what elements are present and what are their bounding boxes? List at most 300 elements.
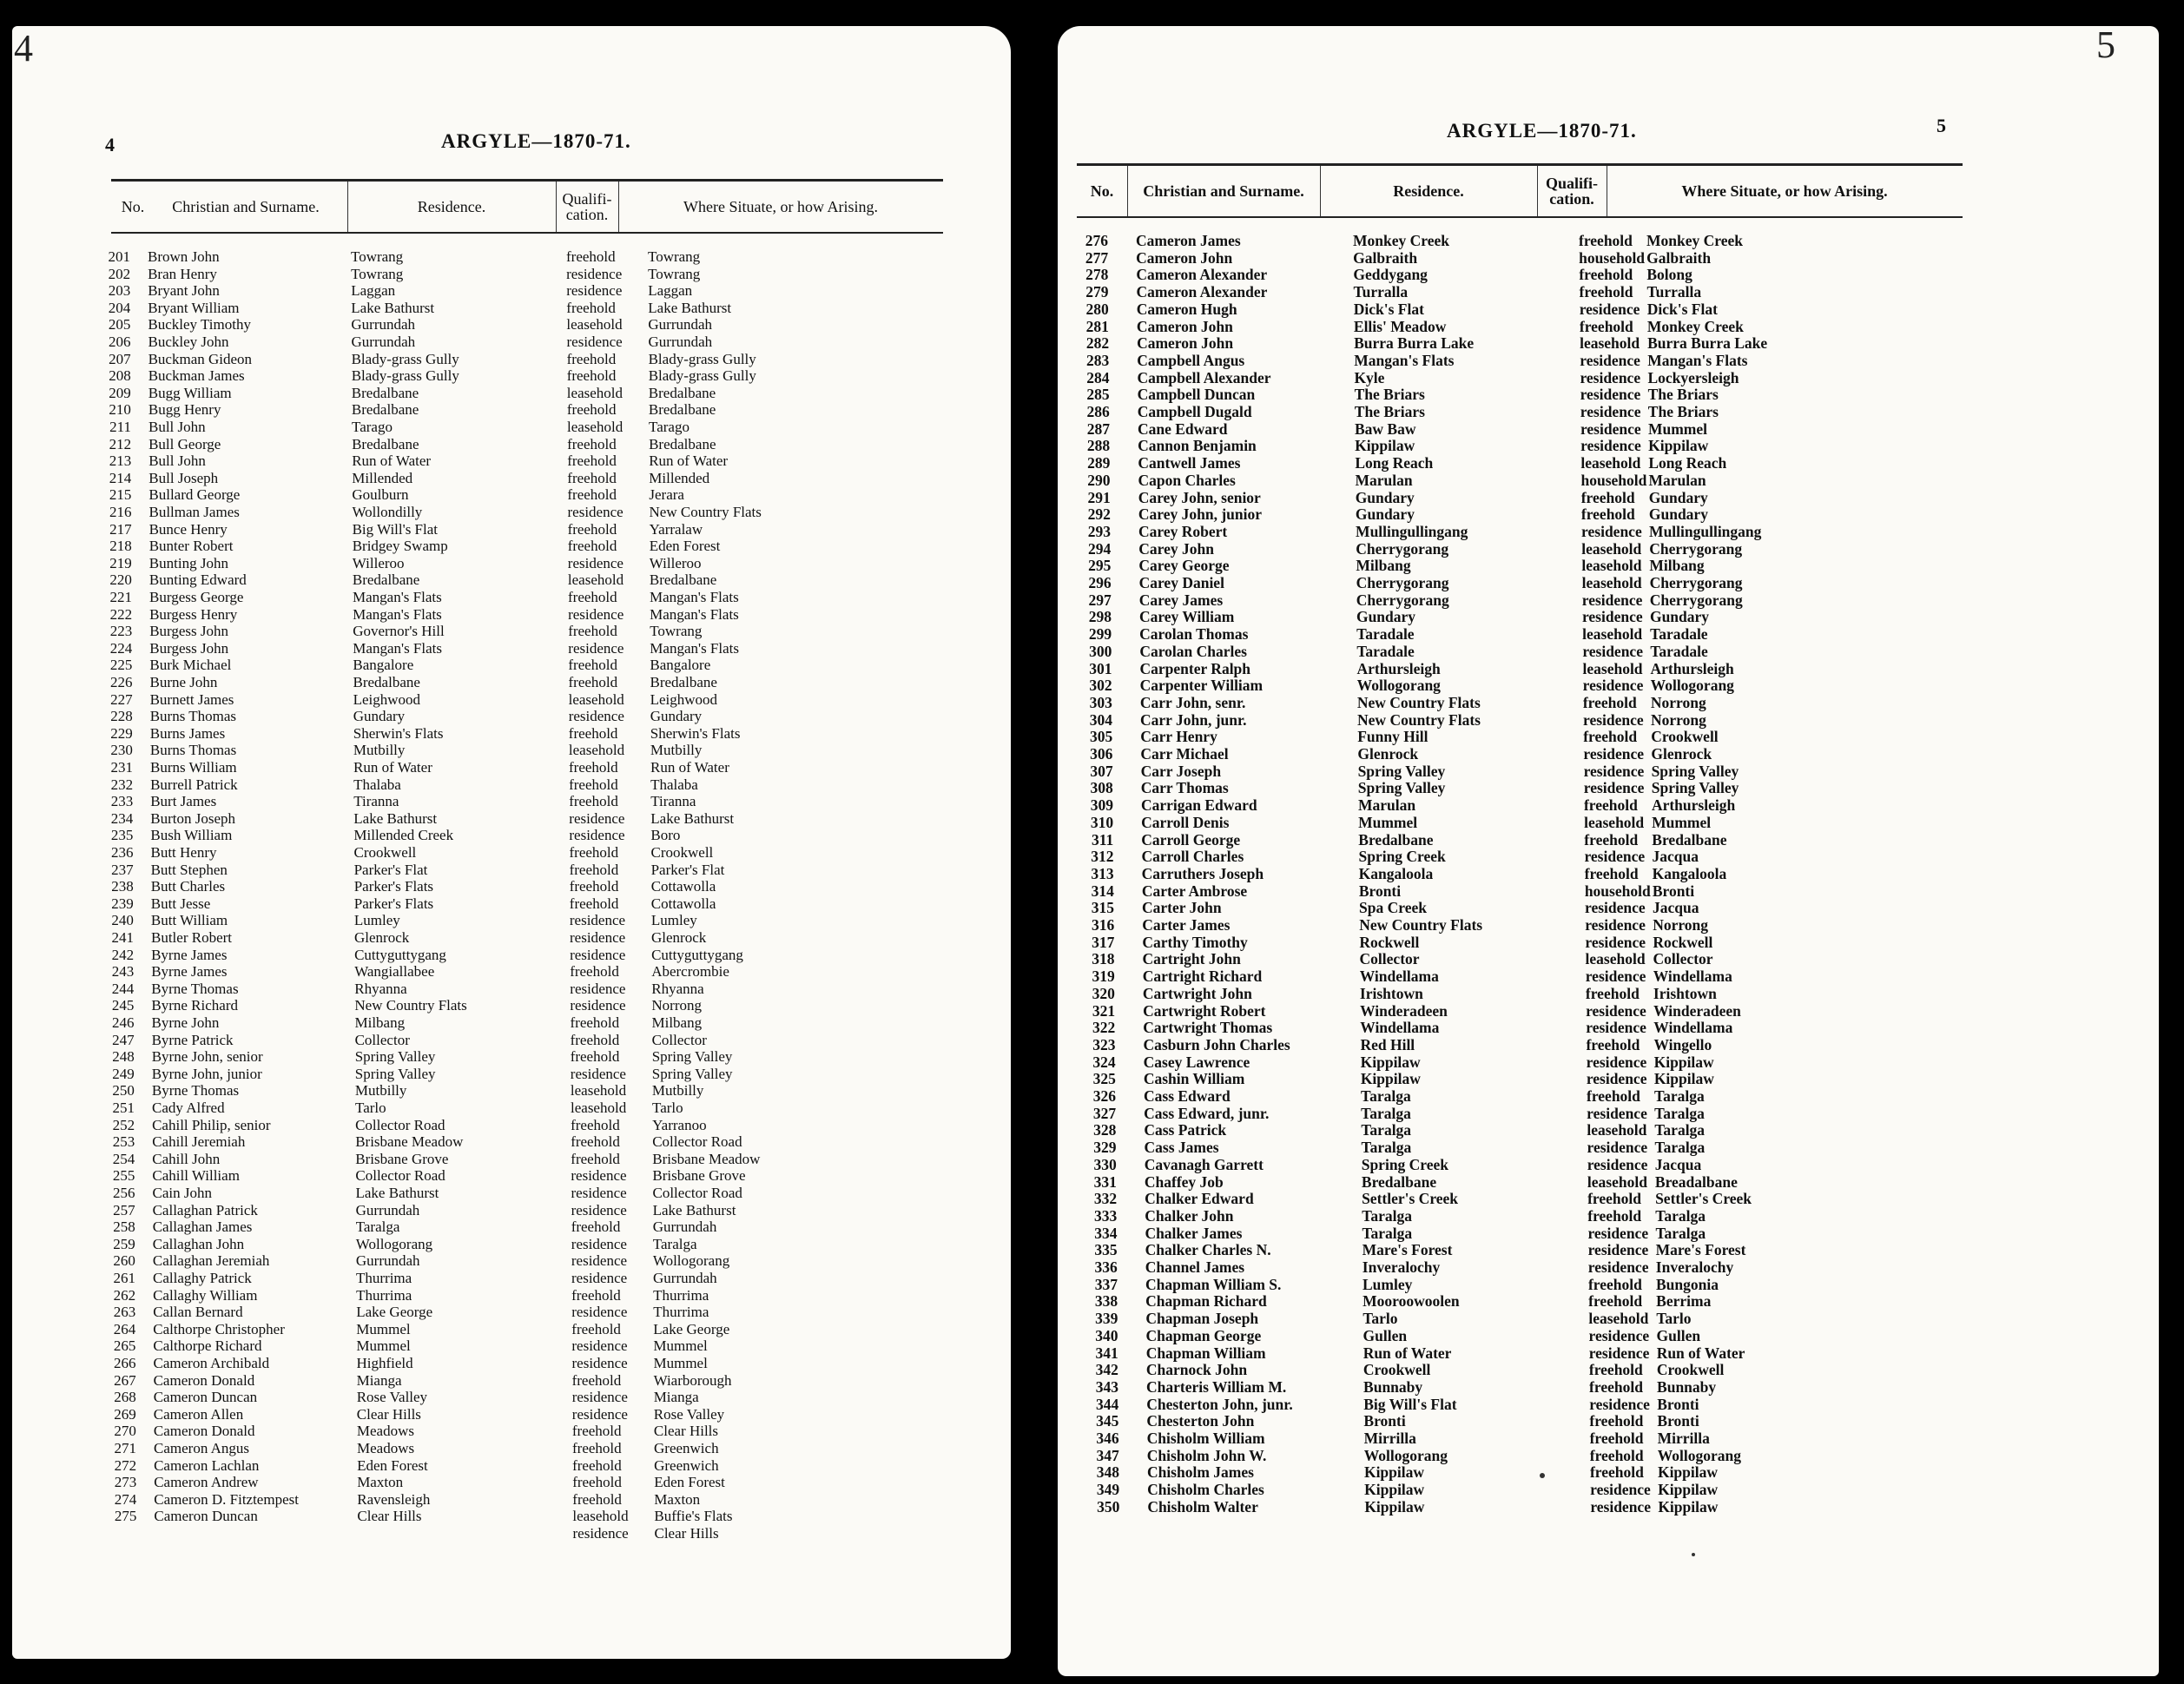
qualification: household	[1580, 471, 1647, 489]
qualification: residence	[1589, 1395, 1650, 1413]
row-number: 346	[1096, 1430, 1119, 1447]
table-row	[19, 1525, 887, 1542]
residence: Blady-grass Gully	[351, 367, 459, 385]
table-row	[1061, 609, 1930, 625]
row-number: 260	[113, 1252, 135, 1270]
qualification: freehold	[571, 1371, 622, 1389]
row-number: 336	[1094, 1258, 1118, 1276]
table-row	[16, 1133, 885, 1150]
table-row	[1066, 1191, 1935, 1207]
where-situate: Spring Valley	[1651, 762, 1739, 780]
table-row	[13, 436, 881, 452]
row-number: 339	[1095, 1310, 1118, 1328]
voter-name: Byrne Thomas	[151, 980, 239, 997]
voter-name: Bryant John	[148, 282, 220, 300]
table-row	[12, 282, 881, 299]
row-number: 250	[112, 1082, 135, 1100]
qualification: freehold	[571, 1116, 620, 1133]
row-number: 242	[111, 946, 135, 963]
voter-name: Cass Edward	[1144, 1087, 1231, 1105]
where-situate: Settler's Creek	[1655, 1190, 1752, 1208]
where-situate: Kippilaw	[1653, 1070, 1714, 1088]
where-situate: Cherrygorang	[1649, 539, 1743, 558]
voter-name: Carroll Denis	[1141, 813, 1230, 831]
residence: Big Will's Flat	[352, 520, 439, 538]
residence: Gundary	[1355, 505, 1415, 524]
voter-name: Burgess John	[149, 639, 229, 657]
table-row	[1062, 746, 1930, 763]
residence: Bredalbane	[1361, 1172, 1437, 1191]
where-situate: Gurrundah	[648, 333, 713, 350]
row-number: 338	[1094, 1292, 1118, 1311]
residence: Brisbane Grove	[355, 1150, 449, 1167]
where-situate: Taralga	[1654, 1104, 1705, 1122]
table-row	[18, 1423, 887, 1439]
where-situate: Crookwell	[650, 844, 714, 861]
qualification: freehold	[567, 486, 617, 504]
row-number: 252	[112, 1116, 135, 1133]
where-situate: The Briars	[1647, 403, 1719, 420]
qualification: residence	[569, 912, 626, 929]
header-residence: Residence.	[417, 198, 486, 215]
residence: Spring Valley	[354, 1048, 436, 1066]
qualification: freehold	[571, 1133, 620, 1151]
qualification: residence	[1586, 1053, 1647, 1071]
page-number: 5	[1937, 115, 1946, 136]
residence: Clear Hills	[356, 1405, 421, 1423]
where-situate: Arthursleigh	[1650, 659, 1734, 677]
voter-name: Cameron D. Fitztempest	[154, 1490, 299, 1508]
voter-name: Carroll George	[1141, 830, 1241, 849]
residence: Lumley	[353, 912, 400, 929]
row-number: 228	[110, 708, 133, 725]
table-row	[18, 1457, 887, 1474]
residence: Mutbilly	[354, 1082, 407, 1100]
residence: Bunnaby	[1363, 1377, 1423, 1396]
qualification: residence	[571, 1235, 627, 1252]
residence: Bredalbane	[1358, 830, 1434, 849]
qualification: residence	[571, 1185, 627, 1201]
table-row	[1066, 1106, 1934, 1122]
where-situate: Abercrombie	[651, 963, 729, 981]
residence: Winderadeen	[1360, 1001, 1448, 1020]
qualification: residence	[1583, 779, 1645, 797]
row-number: 296	[1088, 574, 1112, 591]
where-situate: Parker's Flat	[650, 861, 725, 878]
table-row	[14, 589, 882, 605]
qualification: leasehold	[1587, 1172, 1647, 1191]
where-situate: Taralga	[1655, 1206, 1706, 1225]
where-situate: Brisbane Grove	[652, 1167, 746, 1185]
qualification: freehold	[572, 1456, 622, 1474]
qualification: freehold	[569, 895, 619, 912]
residence: Parker's Flats	[353, 895, 434, 912]
voter-name: Byrne James	[151, 963, 228, 981]
row-number: 310	[1090, 813, 1114, 831]
row-number: 304	[1089, 710, 1113, 729]
residence: Milbang	[354, 1014, 406, 1031]
row-number: 240	[111, 912, 134, 929]
voter-name: Burt James	[150, 793, 217, 810]
table-row	[1058, 250, 1926, 267]
residence: Taralga	[1362, 1224, 1413, 1242]
voter-name: Butt Jesse	[150, 895, 211, 912]
residence: Monkey Creek	[1353, 232, 1449, 249]
where-situate: Gundary	[1648, 488, 1708, 506]
table-row	[17, 1202, 886, 1218]
table-row	[17, 1321, 886, 1337]
residence: Thurrima	[356, 1286, 412, 1304]
voter-name: Cartwright John	[1142, 984, 1252, 1002]
voter-name: Carey Robert	[1138, 522, 1228, 540]
row-number: 241	[111, 929, 134, 946]
table-row	[1066, 1139, 1935, 1156]
qualification: leasehold	[568, 742, 625, 759]
qualification: residence	[570, 946, 626, 963]
where-situate: Glenrock	[1651, 745, 1712, 763]
row-number: 305	[1089, 728, 1113, 746]
qualification: freehold	[1580, 488, 1635, 506]
table-row	[1066, 1157, 1935, 1173]
qualification: residence	[1586, 1019, 1646, 1037]
qualification: residence	[1584, 848, 1646, 866]
table-row	[1059, 301, 1927, 318]
where-situate: Tiranna	[650, 793, 696, 810]
row-number: 243	[111, 963, 135, 981]
where-situate: Jacqua	[1653, 899, 1699, 917]
row-number: 253	[112, 1133, 135, 1151]
qualification: residence	[1580, 351, 1640, 369]
qualification: freehold	[570, 1014, 620, 1031]
row-number: 301	[1089, 659, 1112, 677]
table-row	[1063, 797, 1931, 814]
row-number: 284	[1086, 368, 1110, 386]
where-situate: Spring Valley	[651, 1065, 733, 1082]
table-row	[14, 571, 882, 588]
voter-name: Burk Michael	[149, 657, 232, 674]
qualification: freehold	[569, 759, 618, 776]
voter-name: Campbell Alexander	[1137, 368, 1271, 386]
table-row	[1066, 1174, 1935, 1191]
voter-name: Byrne John, junior	[151, 1065, 262, 1082]
row-number: 335	[1094, 1241, 1118, 1259]
where-situate: Tarago	[649, 419, 690, 435]
header-name: Christian and Surname.	[1143, 182, 1304, 200]
table-row	[1060, 490, 1929, 506]
where-situate: Gundary	[1648, 505, 1708, 524]
where-situate: Jacqua	[1652, 848, 1699, 866]
voter-name: Butt William	[150, 912, 228, 929]
table-row	[13, 367, 881, 384]
table-row	[1059, 335, 1927, 352]
qualification: freehold	[568, 674, 618, 690]
where-situate: Norrong	[651, 997, 702, 1014]
table-row	[18, 1440, 887, 1456]
table-row	[1066, 1225, 1935, 1242]
row-number: 262	[113, 1286, 136, 1304]
where-situate: Gurrundah	[653, 1270, 717, 1286]
voter-name: Calthorpe Christopher	[153, 1320, 285, 1337]
where-situate: Blady-grass Gully	[648, 350, 756, 367]
row-number: 329	[1093, 1139, 1117, 1157]
voter-name: Byrne John, senior	[151, 1048, 263, 1066]
table-row	[16, 1117, 885, 1133]
voter-name: Cameron Andrew	[154, 1474, 259, 1491]
header-qualification: Qualifi-cation.	[562, 190, 612, 223]
where-situate: Mummel	[1652, 813, 1712, 831]
table-row	[1059, 455, 1928, 472]
where-situate: Mare's Forest	[1655, 1241, 1746, 1259]
residence: Collector	[1359, 950, 1420, 968]
table-row	[1065, 1003, 1933, 1020]
residence: Settler's Creek	[1362, 1190, 1459, 1208]
voter-name: Bunting John	[148, 554, 228, 571]
residence: Brisbane Meadow	[355, 1133, 464, 1151]
row-number: 272	[114, 1456, 137, 1474]
where-situate: Kippilaw	[1653, 1053, 1714, 1071]
qualification: residence	[567, 504, 624, 520]
qualification: freehold	[1589, 1446, 1644, 1464]
residence: Run of Water	[1363, 1344, 1452, 1362]
qualification: freehold	[570, 1048, 620, 1066]
voter-name: Carr Thomas	[1140, 779, 1229, 797]
residence: Taralga	[1361, 1139, 1412, 1157]
residence: Mangan's Flats	[353, 589, 442, 605]
row-number: 281	[1085, 317, 1109, 335]
qualification: freehold	[568, 657, 618, 674]
where-situate: Long Reach	[1648, 454, 1727, 472]
row-number: 210	[109, 401, 131, 419]
row-number: 290	[1087, 471, 1111, 489]
residence: Red Hill	[1360, 1035, 1415, 1053]
residence: Glenrock	[354, 929, 410, 946]
table-row	[1064, 934, 1932, 951]
table-row	[14, 657, 882, 673]
where-situate: Blady-grass Gully	[648, 367, 756, 385]
table-row	[18, 1355, 887, 1371]
row-number: 313	[1091, 864, 1114, 882]
voter-name: Capon Charles	[1138, 471, 1236, 489]
residence: Mirrilla	[1363, 1430, 1416, 1447]
residence: Gurrundah	[351, 316, 416, 333]
voter-name: Chapman George	[1145, 1326, 1262, 1344]
voter-name: Chisholm Walter	[1147, 1497, 1258, 1516]
where-situate: Rhyanna	[651, 980, 704, 997]
qualification: residence	[1588, 1326, 1650, 1344]
where-situate: Windellama	[1653, 1019, 1733, 1037]
row-number: 202	[108, 265, 131, 282]
row-number: 325	[1092, 1070, 1116, 1088]
residence: Bangalore	[353, 657, 414, 674]
voter-name: Cahill Philip, senior	[152, 1116, 271, 1133]
residence: Gurrundah	[355, 1201, 420, 1218]
residence: Bredalbane	[351, 401, 419, 419]
where-situate: Rose Valley	[653, 1405, 725, 1423]
where-situate: Glenrock	[651, 929, 707, 946]
table-row	[16, 1100, 885, 1116]
row-number: 332	[1093, 1190, 1118, 1208]
residence: Kippilaw	[1360, 1053, 1421, 1071]
qualification: freehold	[566, 401, 617, 419]
where-situate: Run of Water	[650, 759, 729, 776]
voter-name: Chaffey Job	[1144, 1172, 1224, 1191]
residence: Wollondilly	[352, 504, 423, 520]
row-number: 247	[112, 1031, 135, 1048]
residence: Laggan	[351, 282, 396, 300]
table-row	[1065, 986, 1933, 1002]
table-row	[15, 776, 883, 793]
where-situate: Inveralochy	[1655, 1258, 1734, 1276]
voter-name: Cameron John	[1137, 334, 1234, 353]
voter-name: Chesterton John, junr.	[1146, 1395, 1293, 1413]
where-situate: Taralga	[1654, 1121, 1706, 1139]
voter-name: Bunting Edward	[148, 571, 247, 589]
where-situate: Spring Valley	[1651, 779, 1739, 797]
where-situate: Spring Valley	[651, 1048, 733, 1066]
header-residence: Residence.	[1393, 182, 1464, 200]
where-situate: Lake George	[653, 1320, 730, 1337]
row-number: 219	[109, 554, 132, 571]
qualification: leasehold	[1584, 813, 1645, 831]
residence: The Briars	[1354, 386, 1425, 404]
voter-name: Cameron James	[1136, 232, 1241, 249]
voter-name: Burgess Henry	[149, 605, 238, 623]
residence: Geddygang	[1353, 266, 1428, 284]
table-row	[14, 640, 882, 657]
row-number: 277	[1085, 248, 1109, 267]
table-row	[1067, 1277, 1936, 1293]
voter-name: Cameron Duncan	[153, 1389, 258, 1406]
table-row	[18, 1491, 887, 1508]
where-situate: Norrong	[1651, 710, 1706, 729]
voter-name: Charnock John	[1145, 1361, 1248, 1379]
voter-name: Carpenter Ralph	[1139, 659, 1251, 677]
residence: Mullingullingang	[1356, 522, 1468, 540]
voter-name: Bull John	[148, 452, 206, 470]
qualification: freehold	[1587, 1190, 1641, 1208]
voter-name: Cameron Donald	[153, 1371, 255, 1389]
row-number: 295	[1088, 557, 1112, 575]
residence: Kangaloola	[1358, 864, 1434, 882]
residence: Mangan's Flats	[1354, 351, 1455, 369]
row-number: 344	[1095, 1395, 1119, 1413]
residence: Parker's Flat	[353, 861, 428, 878]
where-situate: Wollogorang	[1657, 1446, 1742, 1464]
where-situate: The Briars	[1647, 386, 1719, 404]
where-situate: Norrong	[1650, 693, 1706, 711]
voter-name: Carr Joseph	[1140, 762, 1222, 780]
column-header-row	[1077, 163, 1963, 218]
row-number: 273	[114, 1474, 137, 1491]
row-number: 244	[111, 980, 135, 997]
residence: Turralla	[1353, 283, 1409, 301]
voter-name: Cameron Duncan	[154, 1508, 258, 1525]
row-number: 212	[109, 435, 132, 452]
scan-speck	[1540, 1473, 1545, 1478]
table-row	[17, 1270, 886, 1286]
qualification: residence	[1581, 608, 1643, 626]
where-situate: Bredalbane	[650, 674, 717, 690]
where-situate: Turralla	[1646, 283, 1702, 301]
qualification: freehold	[1582, 693, 1637, 711]
where-situate: Collector Road	[652, 1133, 742, 1151]
where-situate: Jerara	[649, 486, 684, 504]
residence: Lake Bathurst	[353, 809, 438, 827]
voter-name: Carruthers Joseph	[1141, 864, 1264, 882]
qualification: household	[1579, 248, 1646, 267]
voter-name: Cannon Benjamin	[1138, 437, 1257, 455]
row-number: 267	[114, 1371, 136, 1389]
row-number: 341	[1095, 1344, 1118, 1362]
voter-name: Burgess George	[149, 589, 244, 605]
voter-name: Cass James	[1144, 1139, 1219, 1157]
row-number: 291	[1087, 488, 1111, 506]
row-number: 213	[109, 452, 132, 470]
residence: Mangan's Flats	[353, 605, 442, 623]
qualification: leasehold	[567, 419, 624, 435]
qualification: freehold	[1588, 1292, 1643, 1311]
page-corner-mark: 4	[14, 27, 33, 69]
row-number: 229	[110, 724, 133, 742]
where-situate: Clear Hills	[654, 1525, 719, 1542]
where-situate: Wollogorang	[652, 1252, 730, 1270]
row-number: 203	[108, 282, 131, 300]
row-number: 205	[108, 316, 131, 333]
where-situate: Crookwell	[1651, 728, 1719, 746]
row-number: 333	[1094, 1206, 1118, 1225]
qualification: residence	[1587, 1258, 1649, 1276]
table-row	[1066, 1071, 1934, 1087]
qualification: residence	[1587, 1224, 1649, 1242]
qualification: freehold	[1579, 266, 1633, 284]
qualification: residence	[567, 554, 624, 571]
voter-name: Bull George	[148, 435, 221, 452]
residence: Gundary	[1356, 608, 1416, 626]
voter-name: Cameron Alexander	[1136, 283, 1268, 301]
residence: Kyle	[1354, 368, 1385, 386]
voter-name: Carr Henry	[1140, 728, 1217, 746]
voter-name: Butt Stephen	[150, 861, 228, 878]
table-row	[1059, 370, 1927, 386]
table-row	[1058, 233, 1926, 249]
qualification: freehold	[568, 724, 618, 742]
where-situate: Mianga	[653, 1389, 699, 1406]
row-number: 317	[1092, 933, 1115, 951]
row-number: 209	[109, 384, 131, 401]
residence: Bredalbane	[352, 571, 420, 589]
table-row	[16, 862, 884, 878]
where-situate: Irishtown	[1653, 984, 1717, 1002]
voter-name: Chalker John	[1145, 1206, 1234, 1225]
voter-name: Cartwright Thomas	[1143, 1019, 1273, 1037]
row-number: 214	[109, 469, 132, 486]
where-situate: Bredalbane	[649, 571, 717, 589]
table-row	[1068, 1413, 1937, 1430]
qualification: freehold	[571, 1286, 621, 1304]
table-row	[1059, 438, 1928, 454]
voter-name: Callaghan Jeremiah	[152, 1252, 270, 1270]
row-number: 299	[1088, 625, 1112, 644]
residence: Collector Road	[355, 1116, 445, 1133]
table-row	[1063, 780, 1931, 796]
where-situate: Mangan's Flats	[650, 589, 739, 605]
where-situate: Laggan	[648, 282, 693, 300]
residence: Arthursleigh	[1356, 659, 1441, 677]
table-row	[15, 793, 883, 809]
residence: Crookwell	[1363, 1361, 1431, 1379]
qualification: residence	[1582, 642, 1643, 660]
voter-name: Bullman James	[148, 504, 240, 520]
